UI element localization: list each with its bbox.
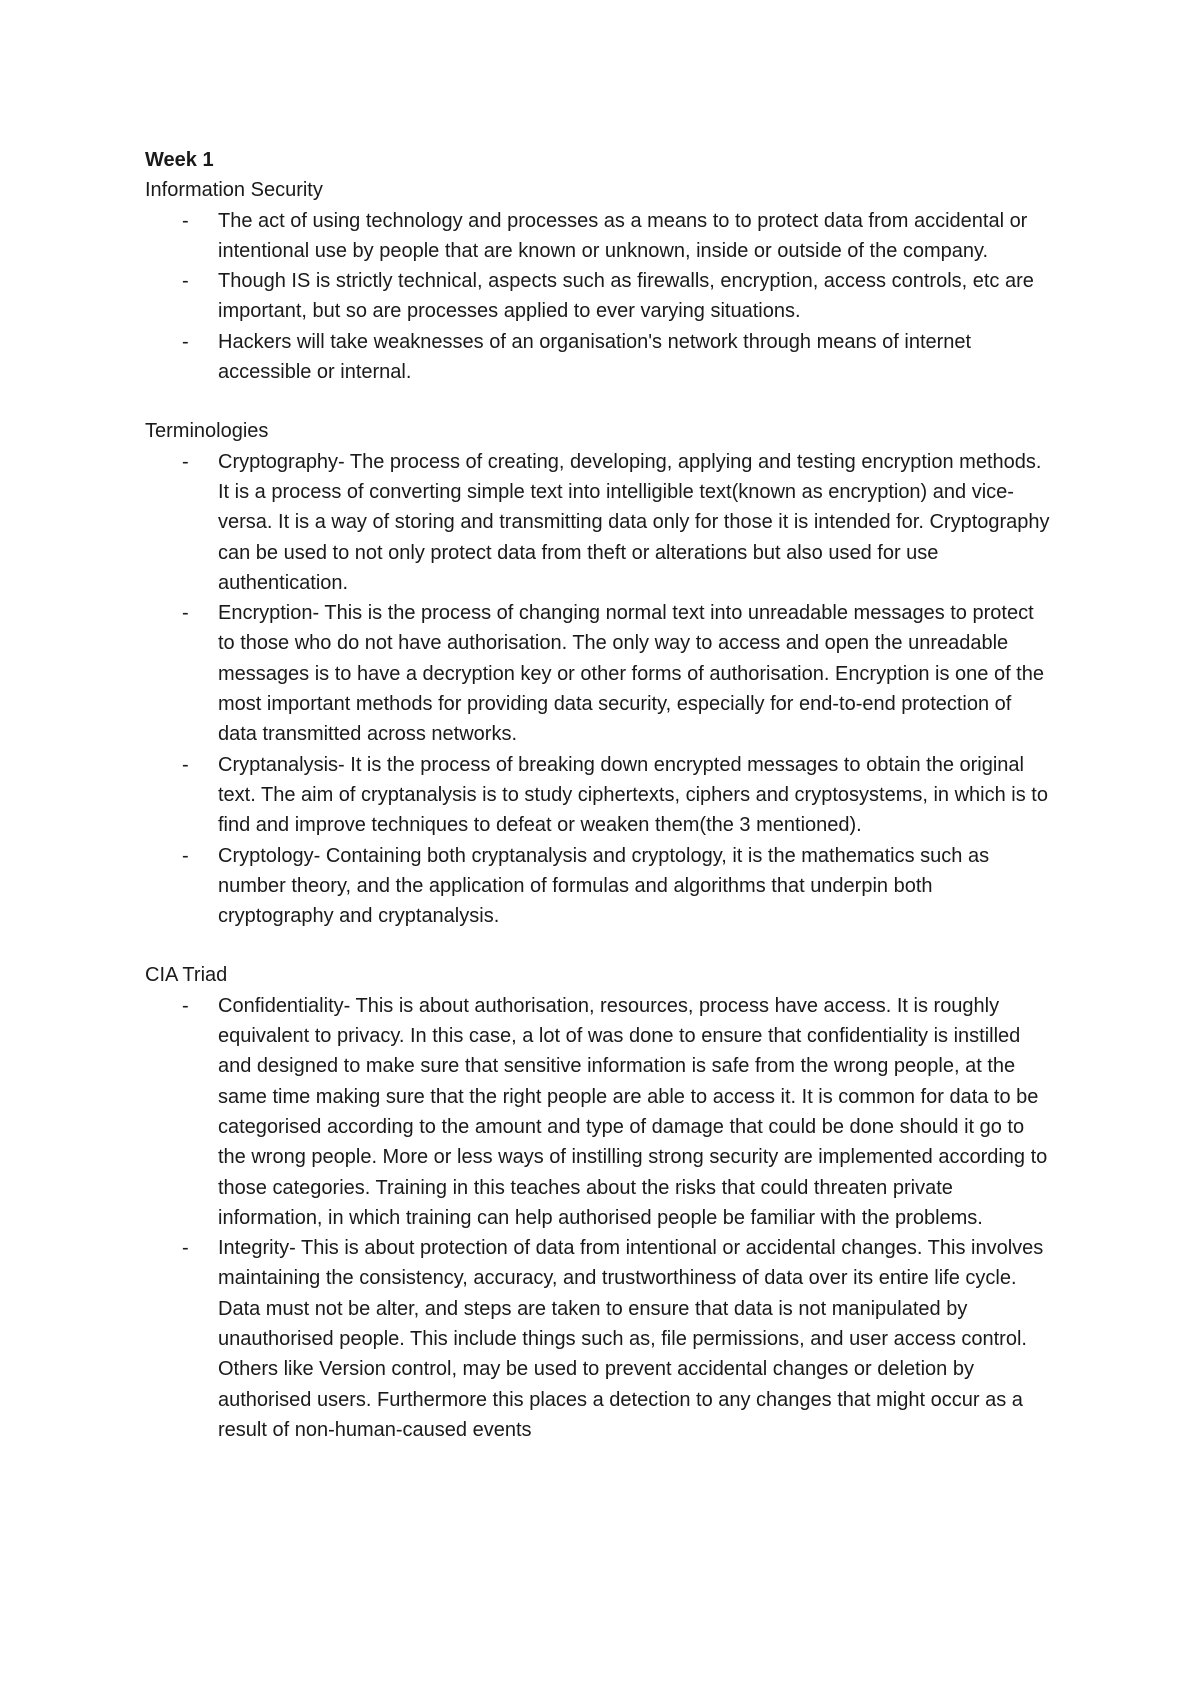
list-item <box>145 327 1050 388</box>
section-heading: Terminologies <box>145 420 269 443</box>
bullet-list <box>145 991 1050 1445</box>
list-item <box>145 598 1050 749</box>
list-item-text: The act of using technology and processes as a means to to protect data from accidental or intentional use by people that are known or unknown, inside or outside of the company. <box>218 209 1028 262</box>
section-cia-triad <box>145 960 1050 1445</box>
bullet-dash: - <box>182 994 189 1017</box>
bullet-list <box>145 447 1050 932</box>
list-item-text: Cryptology- Containing both cryptanalysis and cryptology, it is the mathematics such as number theory, and the application of formulas and algorithms that underpin both cryptography and cryptanalysis. <box>218 844 990 928</box>
section-information-security <box>145 175 1050 387</box>
list-item <box>145 750 1050 841</box>
list-item <box>145 991 1050 1233</box>
bullet-dash: - <box>182 209 189 232</box>
list-item <box>145 266 1050 327</box>
bullet-dash: - <box>182 330 189 353</box>
list-item-text: Hackers will take weaknesses of an organisation's network through means of internet accessible or internal. <box>218 330 972 384</box>
list-item-text: Integrity- This is about protection of data from intentional or accidental changes. This involves maintaining the consistency, accuracy, and trustworthiness of data over its entire life cycle. Data must not be alter, and steps are taken to ensure that data is not manipulated by unauthorised people. This include things such as, file permissions, and user access control. Others like Version control, may be used to prevent accidental changes or deletion by authorised users. Furthermore this places a detection to any changes that might occur as a result of non-human-caused events <box>218 1237 1044 1441</box>
section-heading: Information Security <box>145 179 323 202</box>
bullet-dash: - <box>182 753 189 776</box>
bullet-list <box>145 206 1050 388</box>
bullet-dash: - <box>182 844 189 867</box>
bullet-dash: - <box>182 450 189 473</box>
list-item <box>145 206 1050 267</box>
document-title: Week 1 <box>145 149 214 171</box>
list-item-text: Cryptanalysis- It is the process of breaking down encrypted messages to obtain the original text. The aim of cryptanalysis is to study ciphertexts, ciphers and cryptosystems, in which is to find and improve techniques to defeat or weaken them(the 3 mentioned). <box>218 753 1048 837</box>
section-terminologies <box>145 416 1050 931</box>
bullet-dash: - <box>182 602 189 625</box>
list-item-text: Cryptography- The process of creating, developing, applying and testing encryption methods. It is a process of converting simple text into intelligible text(known as encryption) and vice-versa. It is a way of storing and transmitting data only for those it is intended for. Cryptography can be used to not only protect data from theft or alterations but also used for use authentication. <box>218 450 1050 594</box>
list-item <box>145 841 1050 932</box>
list-item-text: Encryption- This is the process of changing normal text into unreadable messages to protect to those who do not have authorisation. The only way to access and open the unreadable messages is to have a decryption key or other forms of authorisation. Encryption is one of the most important methods for providing data security, especially for end-to-end protection of data transmitted across networks. <box>218 602 1044 746</box>
list-item <box>145 1233 1050 1445</box>
section-heading: CIA Triad <box>145 964 228 987</box>
list-item-text: Confidentiality- This is about authorisation, resources, process have access. It is roughly equivalent to privacy. In this case, a lot of was done to ensure that confidentiality is instilled and designed to make sure that sensitive information is safe from the wrong people, at the same time making sure that the right people are able to access it. It is common for data to be categorised according to the amount and type of damage that could be done should it go to the wrong people. More or less ways of instilling strong security are implemented according to those categories. Training in this teaches about the risks that could threaten private information, in which training can help authorised people be familiar with the problems. <box>218 994 1048 1229</box>
list-item-text: Though IS is strictly technical, aspects such as firewalls, encryption, access controls, etc are important, but so are processes applied to ever varying situations. <box>218 270 1034 323</box>
bullet-dash: - <box>182 270 189 293</box>
bullet-dash: - <box>182 1237 189 1260</box>
list-item <box>145 447 1050 598</box>
